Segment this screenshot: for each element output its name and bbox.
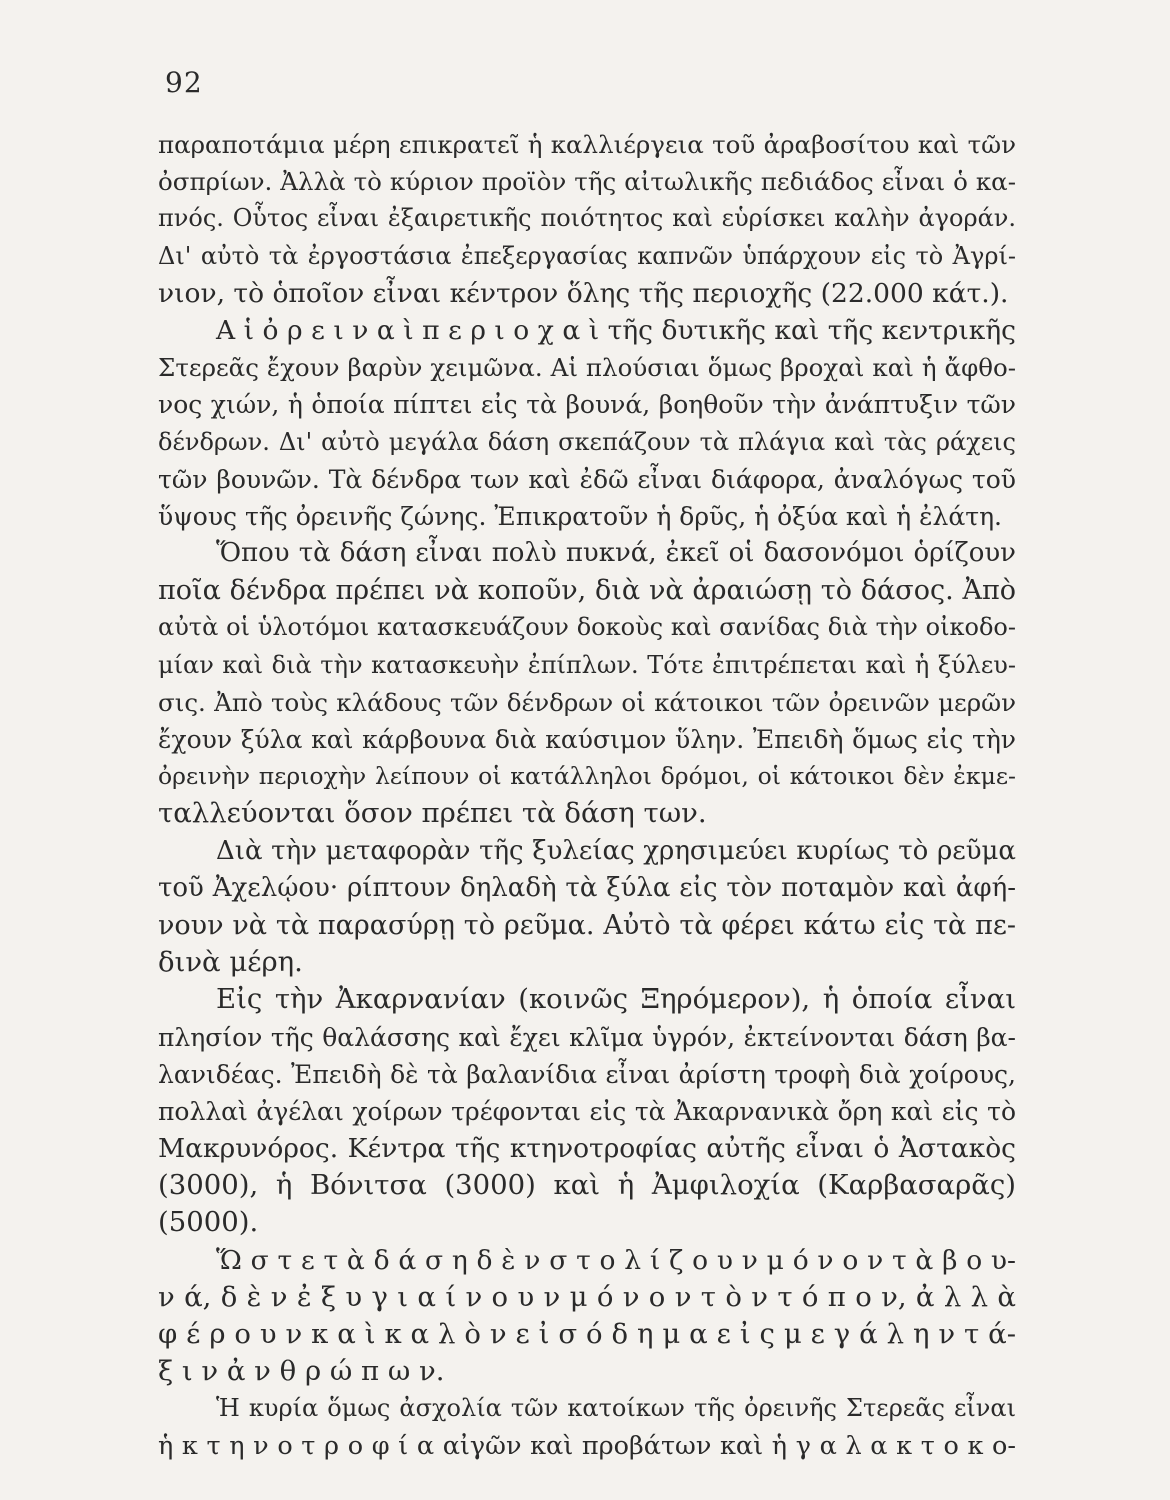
text-line: αὐτὰ οἱ ὑλοτόμοι κατασκευάζουν δοκοὺς καὶ σανίδας διὰ τὴν οἰκοδο- xyxy=(158,613,1016,642)
text-line: Ὥ σ τ ε τ ὰ δ ά σ η δ ὲ ν σ τ ο λ ί ζ ο υ ν μ ό ν ο ν τ ὰ β ο υ- xyxy=(216,1244,1016,1276)
text-line: ταλλεύονται ὅσον πρέπει τὰ δάση των. xyxy=(158,797,707,830)
text-line: νουν νὰ τὰ παρασύρῃ τὸ ρεῦμα. Αὐτὸ τὰ φέρει κάτω εἰς τὰ πε- xyxy=(158,909,1016,941)
text-line: ν ά, δ ὲ ν ἐ ξ υ γ ι α ί ν ο υ ν μ ό ν ο ν τ ὸ ν τ ό π ο ν, ἀ λ λ ὰ xyxy=(158,1280,1016,1313)
text-line: ξ ι ν ἀ ν θ ρ ώ π ω ν. xyxy=(158,1355,445,1388)
page-number: 92 xyxy=(165,66,203,99)
text-line: πολλαὶ ἀγέλαι χοίρων τρέφονται εἰς τὰ Ἀκαρνανικὰ ὄρη καὶ εἰς τὸ xyxy=(158,1096,1016,1126)
text-line: πνός. Οὗτος εἶναι ἐξαιρετικῆς ποιότητος καὶ εὑρίσκει καλὴν ἀγοράν. xyxy=(158,204,1016,233)
text-line: νιον, τὸ ὁποῖον εἶναι κέντρον ὅλης τῆς περιοχῆς (22.000 κάτ.). xyxy=(158,277,1009,309)
text-line: δινὰ μέρη. xyxy=(158,946,303,979)
text-line: (5000). xyxy=(158,1206,259,1239)
text-line: ἔχουν ξύλα καὶ κάρβουνα διὰ καύσιμον ὕλην. Ἐπειδὴ ὅμως εἰς τὴν xyxy=(158,725,1016,754)
text-line: παραποτάμια μέρη επικρατεῖ ἡ καλλιέργεια τοῦ ἀραβοσίτου καὶ τῶν xyxy=(158,130,1016,159)
text-line: σις. Ἀπὸ τοὺς κλάδους τῶν δένδρων οἱ κάτοικοι τῶν ὀρεινῶν μερῶν xyxy=(158,687,1016,717)
text-line: λανιδέας. Ἐπειδὴ δὲ τὰ βαλανίδια εἶναι ἀρίστη τροφὴ διὰ χοίρους, xyxy=(158,1059,1016,1089)
text-line: Α ἱ ὀ ρ ε ι ν α ὶ π ε ρ ι ο χ α ὶ τῆς δυτικῆς καὶ τῆς κεντρικῆς xyxy=(216,314,1016,346)
text-line: ὕψους τῆς ὀρεινῆς ζώνης. Ἐπικρατοῦν ἡ δρῦς, ἡ ὀξύα καὶ ἡ ἐλάτη. xyxy=(158,501,1002,531)
text-line: ποῖα δένδρα πρέπει νὰ κοποῦν, διὰ νὰ ἀραιώσῃ τὸ δάσος. Ἀπὸ xyxy=(158,575,1016,607)
text-line: Ὅπου τὰ δάση εἶναι πολὺ πυκνά, ἐκεῖ οἱ δασονόμοι ὁρίζουν xyxy=(216,538,1016,569)
text-line: Στερεᾶς ἔχουν βαρὺν χειμῶνα. Αἱ πλούσιαι ὅμως βροχαὶ καὶ ἡ ἄφθο- xyxy=(158,353,1016,383)
text-line: φ έ ρ ο υ ν κ α ὶ κ α λ ὸ ν ε ἰ σ ό δ η μ α ε ἰ ς μ ε γ ά λ η ν τ ά- xyxy=(158,1318,1016,1350)
text-line: ὀρεινὴν περιοχὴν λείπουν οἱ κατάλληλοι δρόμοι, οἱ κάτοικοι δὲν ἐκμε- xyxy=(158,762,1016,791)
text-line: Εἰς τὴν Ἀκαρνανίαν (κοινῶς Ξηρόμερον), ἡ ὁποία εἶναι xyxy=(216,983,1016,1016)
text-line: νος χιών, ἡ ὁποία πίπτει εἰς τὰ βουνά, βοηθοῦν τὴν ἀνάπτυξιν τῶν xyxy=(158,390,1016,420)
text-line: Μακρυνόρος. Κέντρα τῆς κτηνοτροφίας αὐτῆς εἶναι ὁ Ἀστακὸς xyxy=(158,1133,1016,1165)
text-line: Διὰ τὴν μεταφορὰν τῆς ξυλείας χρησιμεύει κυρίως τὸ ρεῦμα xyxy=(216,835,1016,866)
text-line: τοῦ Ἀχελῴου· ρίπτουν δηλαδὴ τὰ ξύλα εἰς τὸν ποταμὸν καὶ ἀφή- xyxy=(158,872,1016,903)
text-line: δένδρων. Δι' αὐτὸ μεγάλα δάση σκεπάζουν τὰ πλάγια καὶ τὰς ράχεις xyxy=(158,427,1016,456)
text-line: Δι' αὐτὸ τὰ ἐργοστάσια ἐπεξεργασίας καπνῶν ὑπάρχουν εἰς τὸ Ἀγρί- xyxy=(158,241,1016,270)
text-line: (3000), ἡ Βόνιτσα (3000) καὶ ἡ Ἀμφιλοχία (Καρβασαρᾶς) xyxy=(158,1169,1016,1202)
text-line: ὀσπρίων. Ἀλλὰ τὸ κύριον προϊὸν τῆς αἰτωλικῆς πεδιάδος εἶναι ὁ κα- xyxy=(158,167,1016,197)
text-line: τῶν βουνῶν. Τὰ δένδρα των καὶ ἐδῶ εἶναι διάφορα, ἀναλόγως τοῦ xyxy=(158,464,1016,494)
text-line: Ἡ κυρία ὅμως ἀσχολία τῶν κατοίκων τῆς ὀρεινῆς Στερεᾶς εἶναι xyxy=(216,1394,1016,1423)
text-line: πλησίον τῆς θαλάσσης καὶ ἔχει κλῖμα ὑγρόν, ἐκτείνονται δάση βα- xyxy=(158,1022,1016,1052)
text-line: μίαν καὶ διὰ τὴν κατασκευὴν ἐπίπλων. Τότε ἐπιτρέπεται καὶ ἡ ξύλευ- xyxy=(158,650,1016,679)
text-line: ἡ κ τ η ν ο τ ρ ο φ ί α αἰγῶν καὶ προβάτων καὶ ἡ γ α λ α κ τ ο κ ο- xyxy=(158,1430,1016,1461)
body-text xyxy=(158,126,1016,1465)
